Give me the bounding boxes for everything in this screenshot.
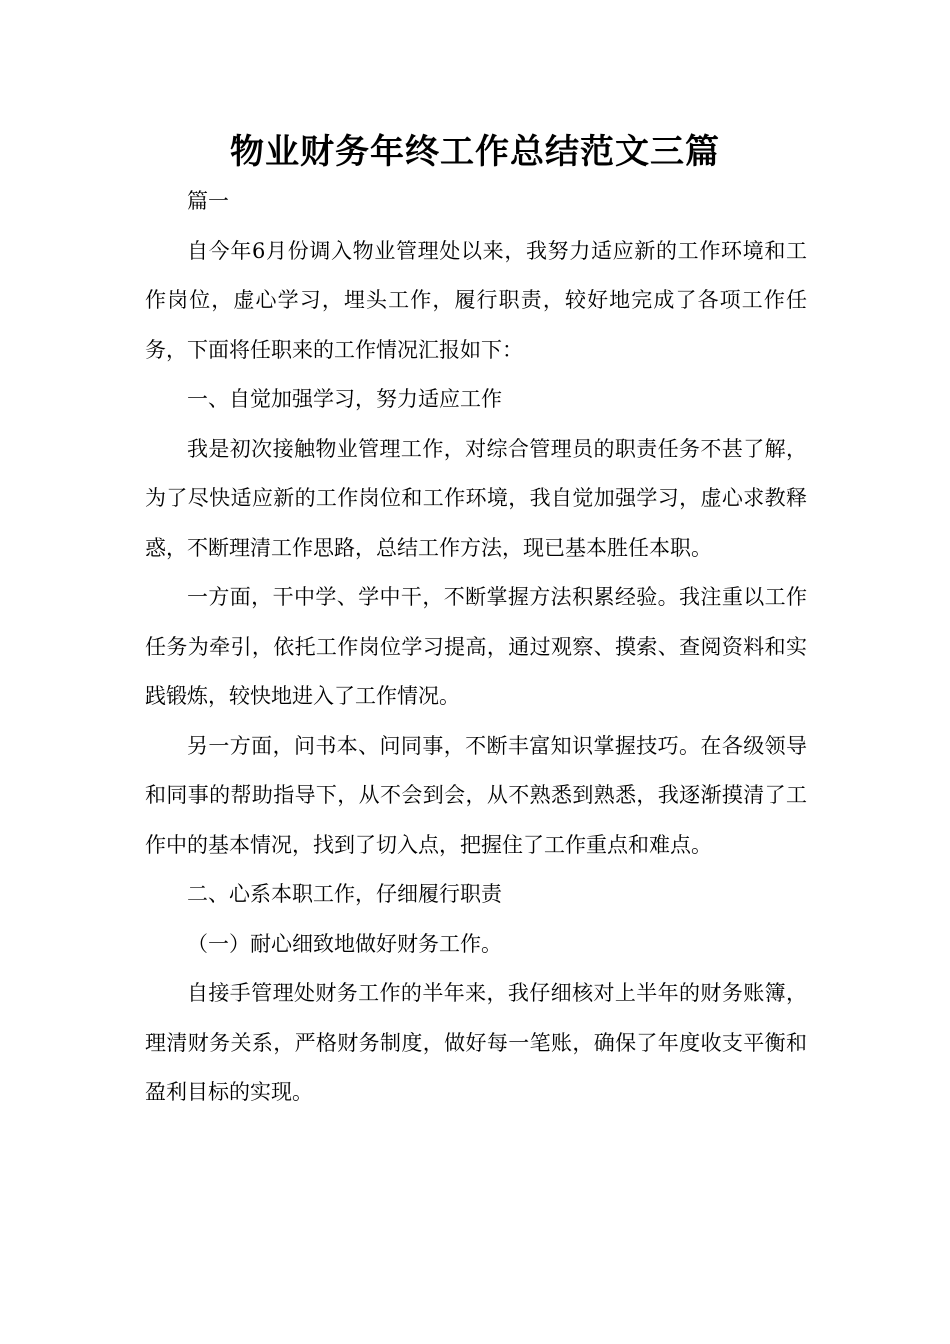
document-title: 物业财务年终工作总结范文三篇 (230, 132, 720, 172)
document-body (145, 177, 807, 1118)
paragraph: 另一方面，问书本、问同事，不断丰富知识掌握技巧。在各级领导和同事的帮助指导下，从不会到会，从不熟悉到熟悉，我逐渐摸清了工作中的基本情况，找到了切入点，把握住了工作重点和难点。 (145, 733, 807, 857)
subsection-heading: （一）耐心细致地做好财务工作。 (187, 931, 502, 956)
subsection-heading: 二、心系本职工作，仔细履行职责 (187, 882, 502, 906)
paragraph: 自今年6月份调入物业管理处以来，我努力适应新的工作环境和工作岗位，虚心学习，埋头工作，履行职责，较好地完成了各项工作任务，下面将任职来的工作情况汇报如下： (145, 238, 807, 362)
paragraph: 一方面，干中学、学中干，不断掌握方法积累经验。我注重以工作任务为牵引，依托工作岗位学习提高，通过观察、摸索、查阅资料和实践锻炼，较快地进入了工作情况。 (145, 585, 807, 708)
paragraph: 自接手管理处财务工作的半年来，我仔细核对上半年的财务账簿，理清财务关系，严格财务制度，做好每一笔账，确保了年度收支平衡和盈利目标的实现。 (145, 981, 807, 1104)
paragraph: 我是初次接触物业管理工作，对综合管理员的职责任务不甚了解，为了尽快适应新的工作岗位和工作环境，我自觉加强学习，虚心求教释惑，不断理清工作思路，总结工作方法，现已基本胜任本职。 (145, 436, 807, 560)
subsection-heading: 一、自觉加强学习，努力适应工作 (187, 387, 502, 411)
section-heading: 篇一 (187, 189, 229, 213)
